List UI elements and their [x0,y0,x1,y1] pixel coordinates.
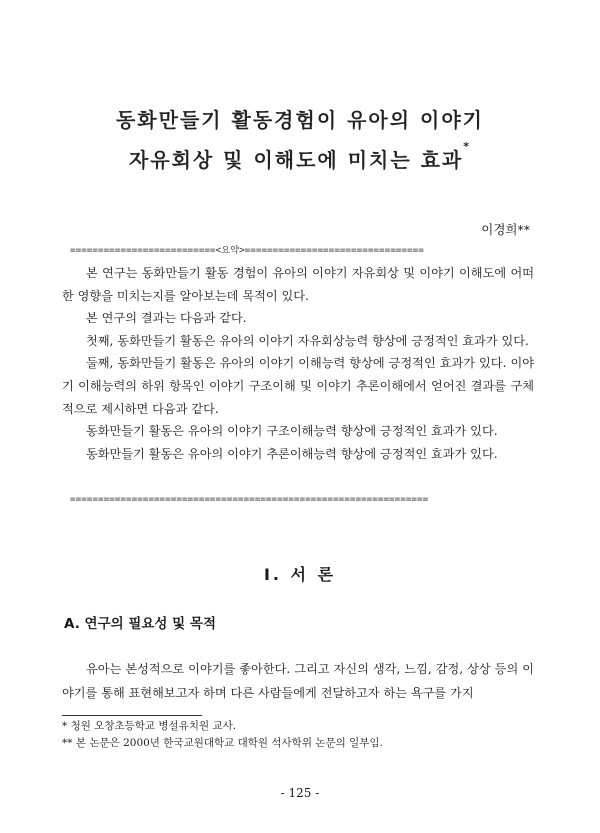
paper-title-line-1: 동화만들기 활동경험이 유아의 이야기 [115,108,484,132]
author-name: 이경희** [481,222,530,237]
section-heading: I. 서 론 [263,565,337,584]
footnote-1: * 청원 오창초등학교 병설유치원 교사. [62,720,237,732]
footnotes [62,718,542,752]
abstract-rule-top: ==========================<요약>================================ [70,245,424,256]
abstract-paragraph-1: 본 연구는 동화만들기 활동 경험이 유아의 이야기 자유회상 및 이야기 이해도에 어떠한 영향을 미치는지를 알아보는데 목적이 있다. [62,266,534,303]
paper-title-line-2: 자유회상 및 이해도에 미치는 효과* [128,140,472,172]
footnote-divider [62,715,202,716]
footnote-2: ** 본 논문은 2000년 한국교원대학교 대학원 석사학위 논문의 일부임. [62,737,383,749]
abstract-rule-bottom: ================================================================ [70,494,429,505]
abstract-paragraph-3: 첫째, 동화만들기 활동은 유아의 이야기 자유회상능력 향상에 긍정적인 효과가 있다. [86,333,529,348]
title-footnote-mark: * [463,140,472,153]
subsection-heading: A. 연구의 필요성 및 목적 [64,616,216,632]
abstract-paragraph-6: 동화만들기 활동은 유아의 이야기 추론이해능력 향상에 긍정적인 효과가 있다. [86,446,498,461]
page-number: - 125 - [280,786,320,800]
abstract-paragraph-5: 동화만들기 활동은 유아의 이야기 구조이해능력 향상에 긍정적인 효과가 있다. [86,424,498,439]
body-text [62,657,534,705]
abstract-paragraph-4: 둘째, 동화만들기 활동은 유아의 이야기 이해능력 향상에 긍정적인 효과가 있다. 이야기 이해능력의 하위 항목인 이야기 구조이해 및 이야기 추론이해에서 얻어진 결과를 구체적으로 제시하면 다음과 같다. [62,356,534,416]
body-paragraph: 유아는 본성적으로 이야기를 좋아한다. 그리고 자신의 생각, 느낌, 감정, 상상 등의 이야기를 통해 표현해보고자 하며 다른 사람들에게 전달하고자 하는 욕구를 가지 [62,662,534,700]
abstract-paragraph-2: 본 연구의 결과는 다음과 같다. [86,311,247,326]
abstract [62,262,534,465]
